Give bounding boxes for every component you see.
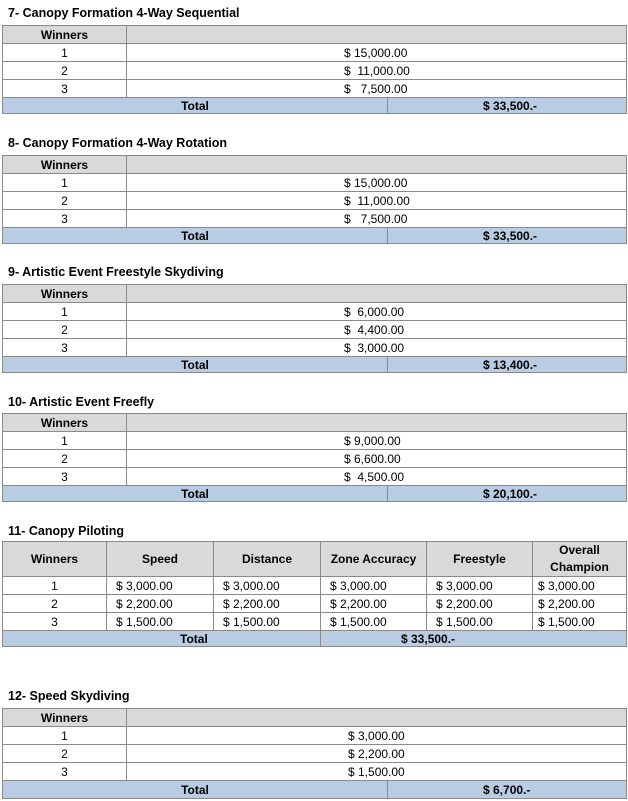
total-row [3,357,627,373]
amount-cell: $ 1,500.00 [533,613,627,631]
place-cell: 1 [3,577,107,595]
amount-cell: $ 3,000.00 [214,577,321,595]
total-value: $ 20,100.- [388,486,627,502]
amount-cell: $ 9,000.00 [127,432,627,450]
place-cell: 3 [3,763,127,781]
amount-cell: $ 2,200.00 [321,595,427,613]
place-cell: 2 [3,595,107,613]
total-row [3,228,627,244]
place-cell: 1 [3,303,127,321]
place-cell: 2 [3,321,127,339]
place-cell: 3 [3,80,127,98]
amount-cell: $ 2,200.00 [427,595,533,613]
prize-table [2,155,627,244]
section-title: 10- Artistic Event Freefly [8,395,155,409]
total-row [3,486,627,502]
table-row [3,321,627,339]
amount-cell: $ 2,200.00 [214,595,321,613]
amount-cell: $ 3,000.00 [321,577,427,595]
total-label: Total [3,631,321,647]
amount-cell: $ 15,000.00 [127,44,627,62]
amount-cell: $ 3,000.00 [427,577,533,595]
place-cell: 2 [3,450,127,468]
place-cell: 1 [3,432,127,450]
table-row [3,210,627,228]
place-cell: 1 [3,44,127,62]
place-cell: 1 [3,174,127,192]
amount-cell: $ 15,000.00 [127,174,627,192]
amount-cell: $ 11,000.00 [127,62,627,80]
amount-cell: $ 3,000.00 [533,577,627,595]
total-value: $ 6,700.- [388,781,627,799]
prize-table [2,284,627,373]
section-title: 12- Speed Skydiving [8,689,130,703]
table-row [3,595,627,613]
place-cell: 2 [3,192,127,210]
total-value: $ 33,500.- [388,98,627,114]
column-header: Overall Champion [533,542,627,577]
total-value: $ 33,500.- [388,228,627,244]
table-row [3,303,627,321]
amount-cell: $ 1,500.00 [214,613,321,631]
table-row [3,745,627,763]
table-row [3,727,627,745]
place-cell: 3 [3,210,127,228]
amount-cell: $ 3,000.00 [127,339,627,357]
total-value: $ 33,500.- [321,631,627,647]
table-row [3,577,627,595]
section-title: 7- Canopy Formation 4-Way Sequential [8,6,240,20]
place-cell: 2 [3,745,127,763]
place-cell: 1 [3,727,127,745]
amount-cell: $ 2,200.00 [533,595,627,613]
column-header: Winners [3,542,107,577]
section-title: 11- Canopy Piloting [8,524,124,538]
amount-cell: $ 2,200.00 [127,745,627,763]
amount-cell: $ 7,500.00 [127,210,627,228]
place-cell: 3 [3,468,127,486]
amount-cell: $ 6,600.00 [127,450,627,468]
table-row [3,613,627,631]
column-header: Freestyle [427,542,533,577]
amount-cell: $ 1,500.00 [127,763,627,781]
table-row [3,192,627,210]
amount-cell: $ 3,000.00 [127,727,627,745]
table-row [3,763,627,781]
winners-header: Winners [3,285,127,303]
section-title: 8- Canopy Formation 4-Way Rotation [8,136,227,150]
table-row [3,44,627,62]
place-cell: 3 [3,613,107,631]
amount-cell: $ 3,000.00 [107,577,214,595]
total-value: $ 13,400.- [388,357,627,373]
amount-cell: $ 6,000.00 [127,303,627,321]
amount-cell: $ 11,000.00 [127,192,627,210]
amount-cell: $ 7,500.00 [127,80,627,98]
amount-cell: $ 1,500.00 [427,613,533,631]
total-row [3,98,627,114]
table-row [3,80,627,98]
amount-cell: $ 2,200.00 [107,595,214,613]
table-row [3,450,627,468]
total-label: Total [3,781,388,799]
amount-cell: $ 1,500.00 [107,613,214,631]
table-row [3,174,627,192]
total-row [3,781,627,799]
winners-header: Winners [3,414,127,432]
column-header: Speed [107,542,214,577]
winners-header: Winners [3,709,127,727]
total-label: Total [3,228,388,244]
total-row [3,631,627,647]
amount-cell: $ 1,500.00 [321,613,427,631]
canopy-piloting-table [2,541,627,647]
table-row [3,339,627,357]
prize-table [2,25,627,114]
prize-table [2,708,627,799]
total-label: Total [3,357,388,373]
section-title: 9- Artistic Event Freestyle Skydiving [8,265,224,279]
table-row [3,468,627,486]
table-row [3,62,627,80]
winners-header: Winners [3,156,127,174]
table-row [3,432,627,450]
amount-cell: $ 4,400.00 [127,321,627,339]
place-cell: 3 [3,339,127,357]
column-header: Zone Accuracy [321,542,427,577]
column-header: Distance [214,542,321,577]
total-label: Total [3,98,388,114]
prize-table [2,413,627,502]
winners-header: Winners [3,26,127,44]
total-label: Total [3,486,388,502]
amount-cell: $ 4,500.00 [127,468,627,486]
place-cell: 2 [3,62,127,80]
